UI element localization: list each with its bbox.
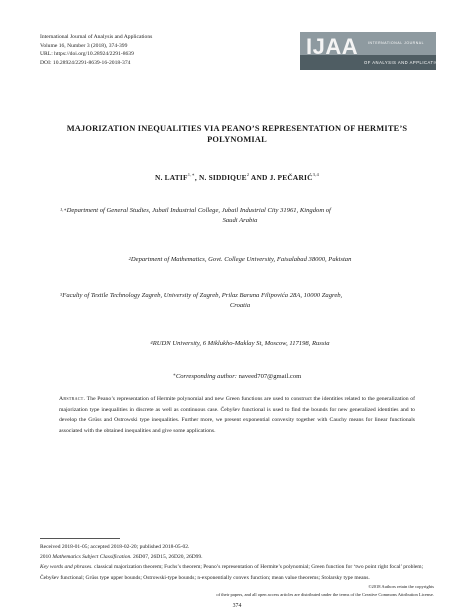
msc-prefix: 2010 xyxy=(40,554,53,560)
copyright-notice xyxy=(200,583,434,598)
affiliation-1-line-2: Saudi Arabia xyxy=(222,216,258,224)
logo-text: IJAA xyxy=(306,34,359,59)
journal-doi[interactable]: DOI: 10.28924/2291-8639-16-2018-374 xyxy=(40,59,131,66)
received-dates: Received 2018-01-05; accepted 2018-02-20; published 2018-05-02. xyxy=(40,544,190,550)
corresponding-marker: ∗ xyxy=(172,372,176,377)
author-2: , N. SIDDIQUE xyxy=(194,173,247,182)
affiliation-2-marker: 2 xyxy=(128,256,131,261)
author-2-marker: 2 xyxy=(246,172,250,177)
keywords-label: Key words and phrases. xyxy=(40,564,93,570)
author-list xyxy=(40,173,434,182)
author-3: AND J. PEČARIĆ xyxy=(249,173,313,182)
affiliation-2-text: Department of Mathematics, Govt. College University, Faisalabad 38000, Pakistan xyxy=(130,256,352,263)
journal-header xyxy=(40,33,152,67)
msc-value: 26D07, 26D15, 26D20, 26D99. xyxy=(131,554,203,560)
affiliation-2 xyxy=(60,255,420,265)
affiliation-4-text: RUDN University, 6 Miklukho-Maklay St, Moscow, 117198, Russia xyxy=(152,340,330,347)
affiliation-1-text: Department of General Studies, Jubail Industrial College, Jubail Industrial City 31961, Kingdom of xyxy=(66,207,331,214)
affiliation-1 xyxy=(60,206,420,225)
journal-logo xyxy=(300,32,446,70)
abstract-text: The Peano’s representation of Hermite polynomial and new Green functions are used to construct the identities related to the generalization of majorization type inequalities in discrete as well as continuous case. Čebyšev functional is used to find the bounds for new generalized identities and to develop the Grüss and Ostrowski type inequalities. Further more, we present exponential convexity together with Cauchy means for linear functionals associated with the obtained inequalities and give some applications. xyxy=(59,396,415,434)
affiliation-3-line-2: Croatia xyxy=(229,301,251,309)
abstract-label: Abstract. xyxy=(59,396,86,402)
title-line-2: POLYNOMIAL xyxy=(207,135,267,144)
logo-line-2: OF ANALYSIS AND APPLICATIONS xyxy=(364,60,446,65)
msc-label: Mathematics Subject Classification. xyxy=(52,554,132,560)
abstract xyxy=(59,394,415,436)
msc-classification xyxy=(40,552,434,563)
footnote-rule xyxy=(40,538,120,539)
journal-name: International Journal of Analysis and Applications xyxy=(40,34,153,40)
author-1-marker: 1,∗ xyxy=(187,172,195,177)
affiliation-1-marker: 1,∗ xyxy=(60,207,67,212)
corresponding-author xyxy=(40,373,434,380)
author-1: N. LATIF xyxy=(155,173,188,182)
affiliation-3-text: Faculty of Textile Technology Zagreb, University of Zagreb, Prilaz Baruna Filipovića 28A, 10000 Zagreb, xyxy=(62,292,343,299)
copyright-line-1: ©2018 Authors retain the copyrights xyxy=(368,584,434,589)
paper-title xyxy=(40,123,434,145)
logo-line-1: INTERNATIONAL JOURNAL xyxy=(368,41,425,45)
affiliation-4 xyxy=(60,339,420,349)
author-3-marker: 3,4 xyxy=(312,172,319,177)
title-line-1: MAJORIZATION INEQUALITIES VIA PEANO’S REPRESENTATION OF HERMITE’S xyxy=(66,124,408,133)
keywords xyxy=(40,562,434,583)
page-number: 374 xyxy=(232,603,242,609)
keywords-text: classical majorization theorem; Fuchs’s theorem; Peano’s representation of Hermite’s polynomial; Green function for ‘two point right focal’ problem; Čebyšev functional; Grüss type upper bounds; Ostrowski-type bounds; n-exponentially convex function; mean value theorems; Stolarsky type means. xyxy=(40,564,424,581)
journal-url[interactable]: URL: https://doi.org/10.28924/2291-8639 xyxy=(40,51,134,58)
corresponding-email[interactable]: naveed707@gmail.com xyxy=(238,373,302,380)
affiliation-3 xyxy=(60,291,420,310)
copyright-line-2: of their papers, and all open access articles are distributed under the terms of the Creative Commons Attribution License. xyxy=(216,591,434,597)
affiliation-4-marker: 4 xyxy=(150,340,153,345)
corresponding-label: Corresponding author: xyxy=(175,373,237,380)
affiliation-3-marker: 3 xyxy=(60,292,63,297)
journal-volume: Volume 16, Number 3 (2018), 374-399 xyxy=(40,42,128,49)
